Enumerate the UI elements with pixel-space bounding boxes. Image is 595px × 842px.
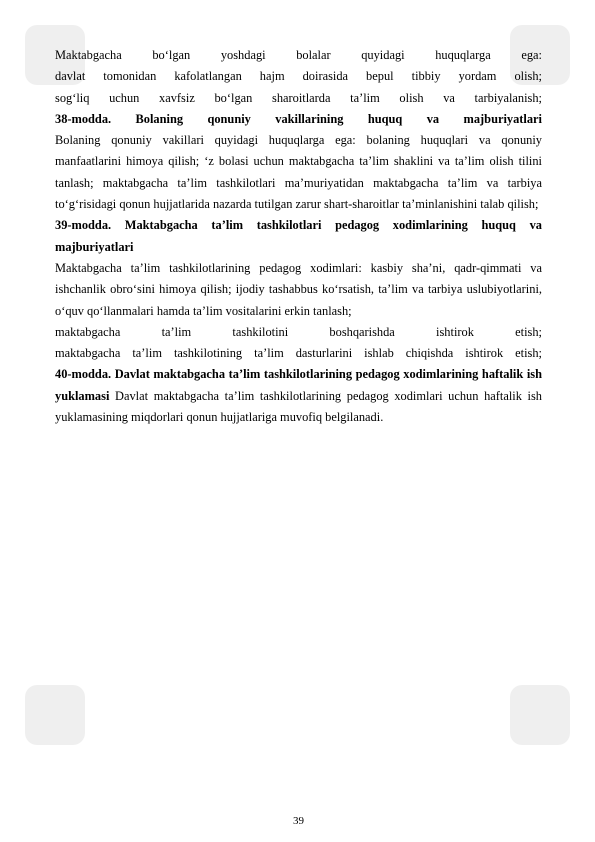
watermark-mark bbox=[505, 20, 575, 90]
article-40-heading: 40-modda. Davlat maktabgacha ta’lim tashkilotlarining pedagog xodimlarining haftalik ish yuklamasi bbox=[55, 367, 542, 403]
article-39-body: Maktabgacha ta’lim tashkilotlarining pedagog xodimlari: kasbiy sha’ni, qadr-qimmati va ishchanlik obro‘sini himoya qilish; ijodiy tashabbus ko‘rsatish, ta’lim va tarbiya uslubiyotlarini, o‘quv qo‘llanmalari hamda ta’lim vositalarini erkin tanlash; bbox=[55, 260, 542, 318]
article-40-paragraph bbox=[55, 364, 542, 428]
page-number: 39 bbox=[293, 815, 304, 827]
article-39-heading: 39-modda. Maktabgacha ta’lim tashkilotlari pedagog xodimlarining huquq va majburiyatlari bbox=[55, 218, 542, 254]
intro-line-3: sog‘liq uchun xavfsiz bo‘lgan sharoitlarda ta’lim olish va tarbiyalanish; bbox=[55, 90, 542, 105]
intro-line-1: Maktabgacha bo‘lgan yoshdagi bolalar quyidagi huquqlarga ega: bbox=[55, 48, 542, 62]
document-body bbox=[55, 45, 542, 428]
article-39-line-a: maktabgacha ta’lim tashkilotini boshqarishda ishtirok etish; bbox=[55, 324, 542, 339]
article-38-heading: 38-modda. Bolaning qonuniy vakillarining huquq va majburiyatlari bbox=[55, 111, 542, 126]
watermark-icon bbox=[20, 680, 90, 750]
watermark-mark bbox=[505, 680, 575, 750]
watermark-icon bbox=[505, 20, 575, 90]
watermark-mark bbox=[20, 20, 90, 90]
article-39-line-b: maktabgacha ta’lim tashkilotining ta’lim dasturlarini ishlab chiqishda ishtirok etish; bbox=[55, 346, 542, 361]
watermark-icon bbox=[505, 680, 575, 750]
intro-line-2: davlat tomonidan kafolatlangan hajm doirasida bepul tibbiy yordam olish; bbox=[55, 69, 542, 84]
watermark-mark bbox=[20, 680, 90, 750]
document-page bbox=[55, 0, 542, 842]
article-38-body: Bolaning qonuniy vakillari quyidagi huquqlarga ega: bolaning huquqlari va qonuniy manfaatlarini himoya qilish; ‘z bolasi uchun maktabgacha ta’lim shaklini va ta’lim olish tilini tanlash; maktabgacha ta’lim tashkilotlari ma’muriyatidan maktabgacha ta’lim va tarbiya to‘g‘risidagi qonun hujjatlarida nazarda tutilgan zarur shart-sharoitlar ta’minlanishini talab qilish; bbox=[55, 133, 542, 212]
article-40-body: Davlat maktabgacha ta’lim tashkilotlarining pedagog xodimlari uchun haftalik ish yuklamasining miqdorlari qonun hujjatlariga muvofiq belgilanadi. bbox=[55, 388, 542, 425]
watermark-icon bbox=[20, 20, 90, 90]
